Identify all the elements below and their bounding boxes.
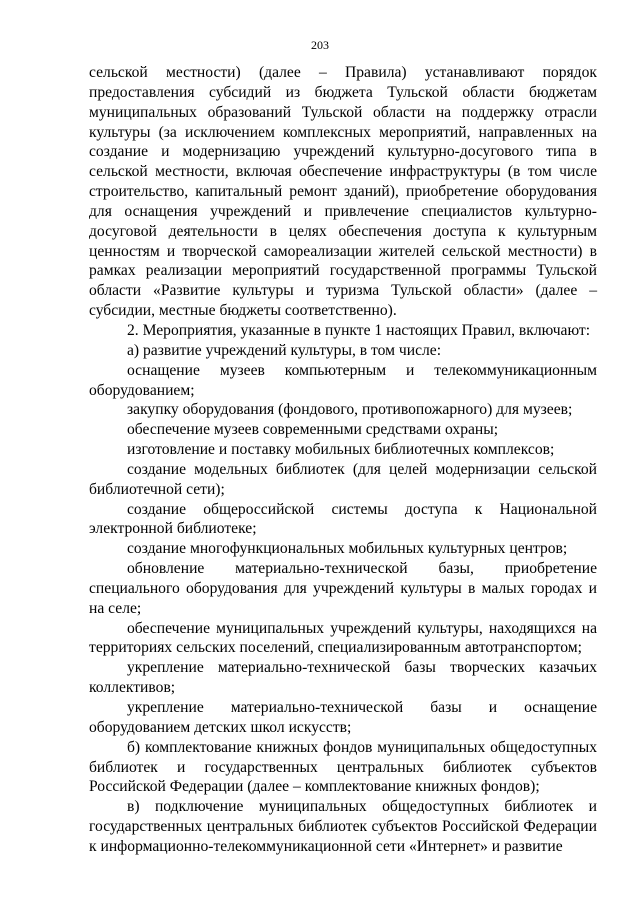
paragraph-item-2: 2. Мероприятия, указанные в пункте 1 настоящих Правил, включают: <box>127 321 591 339</box>
list-item: укрепление материально-технической базы и оснащение оборудованием детских школ искусств; <box>89 699 597 736</box>
paragraph-item-a: а) развитие учреждений культуры, в том числе: <box>127 341 442 359</box>
paragraph-rules-intro: сельской местности) (далее – Правила) устанавливают порядок предоставления субсидий из бюджета Тульской области бюджетам муниципальных образований Тульской области на поддержку отрасли культуры (за исключением комплексных мероприятий, направленных на создание и модернизацию учреждений культурно-досугового типа в сельской местности, включая обеспечение инфраструктуры (в том числе строительство, капитальный ремонт зданий), приобретение оборудования для оснащения учреждений и привлечение специалистов культурно-досуговой деятельности в целях обеспечения доступа к культурным ценностям и творческой самореализации жителей сельской местности) в рамках реализации мероприятий государственной программы Тульской области «Развитие культуры и туризма Тульской области» (далее – субсидии, местные бюджеты соответственно). <box>89 64 597 320</box>
list-item: закупку оборудования (фондового, противопожарного) для музеев; <box>127 401 573 419</box>
list-item: обеспечение муниципальных учреждений культуры, находящихся на территориях сельских поселений, специализированным автотранспортом; <box>89 619 597 657</box>
paragraph-item-v: в) подключение муниципальных общедоступных библиотек и государственных центральных библиотек субъектов Российской Федерации к информационно-телекоммуникационной сети «Интернет» и развитие <box>89 798 597 855</box>
list-item: создание модельных библиотек (для целей модернизации сельской библиотечной сети); <box>89 460 597 498</box>
list-item: обновление материально-технической базы, приобретение специального оборудования для учреждений культуры в малых городах и на селе; <box>89 560 597 617</box>
list-item: создание многофункциональных мобильных культурных центров; <box>127 540 568 558</box>
list-item: создание общероссийской системы доступа к Национальной электронной библиотеке; <box>89 500 597 538</box>
document-body <box>89 63 597 857</box>
list-item: изготовление и поставку мобильных библиотечных комплексов; <box>127 441 555 459</box>
list-item: оснащение музеев компьютерным и телекоммуникационным оборудованием; <box>89 361 597 399</box>
list-item: укрепление материально-технической базы творческих казачьих коллективов; <box>89 659 597 697</box>
paragraph-item-b: б) комплектование книжных фондов муниципальных общедоступных библиотек и государственных центральных библиотек субъектов Российской Федерации (далее – комплектование книжных фондов); <box>89 738 597 796</box>
page-number: 203 <box>311 38 329 52</box>
list-item: обеспечение музеев современными средствами охраны; <box>127 421 499 439</box>
